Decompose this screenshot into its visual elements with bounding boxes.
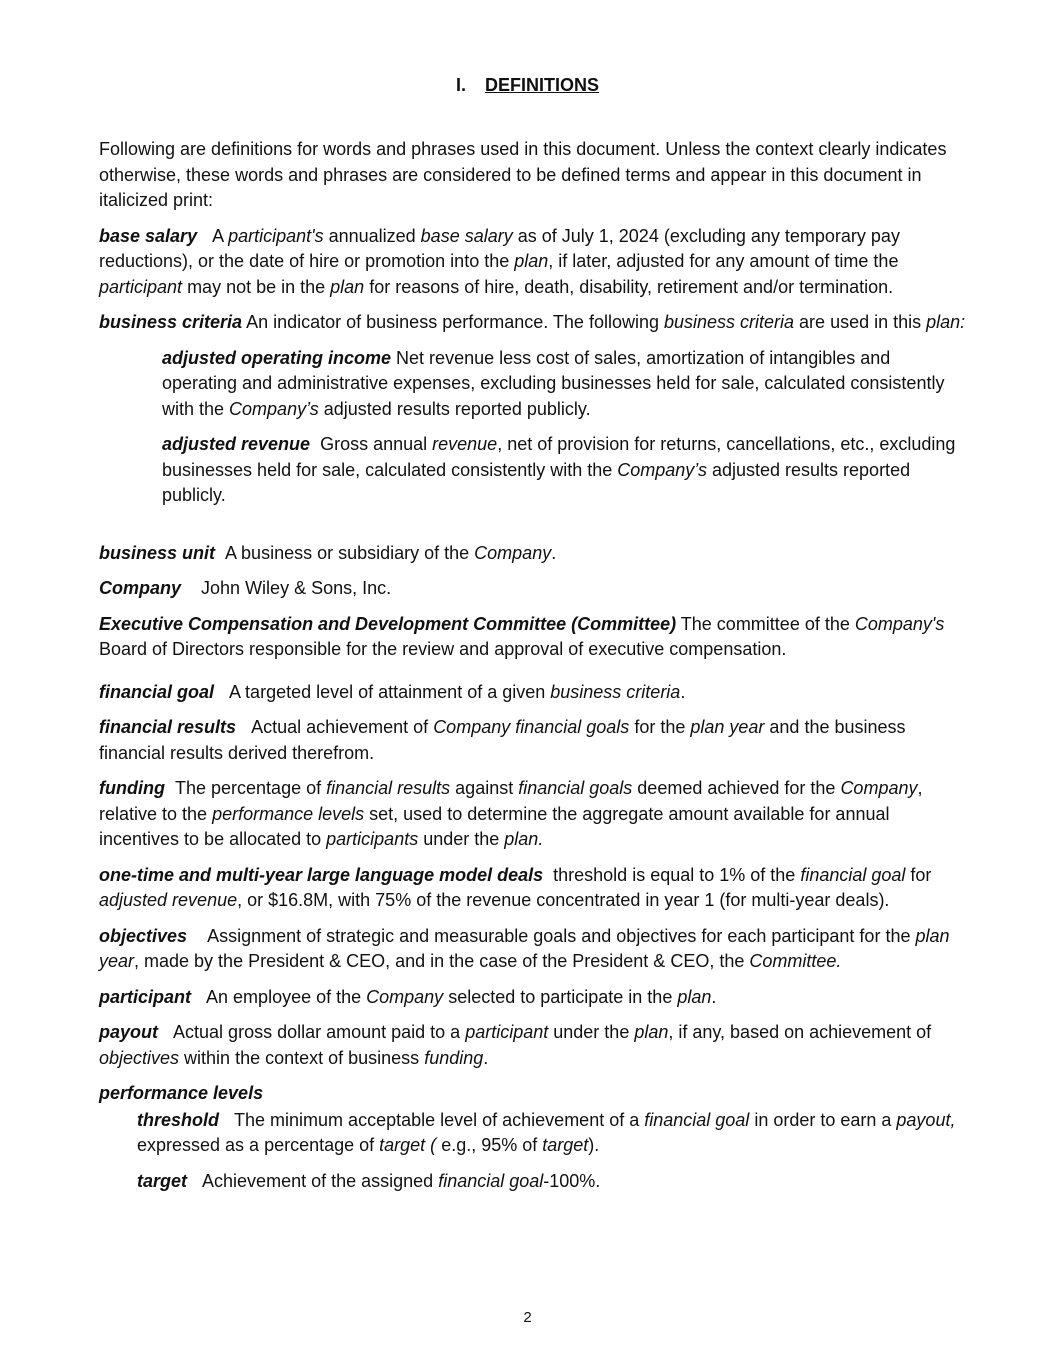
definition-threshold: threshold The minimum acceptable level of achievement of a financial goal in order to earn a payout, expressed as a percentage of target ( e.g., 95% of target).: [137, 1109, 956, 1155]
term: payout: [99, 1022, 159, 1042]
term: funding: [99, 778, 165, 798]
definition-payout: payout Actual gross dollar amount paid to a participant under the plan, if any, based on achievement of objectives within the context of business funding.: [99, 1022, 932, 1068]
term: financial goal: [99, 681, 215, 702]
section-heading: [0, 75, 1055, 96]
term: business unit: [99, 542, 216, 563]
section-title: DEFINITIONS: [485, 75, 600, 95]
term: adjusted revenue: [162, 434, 311, 454]
definition-participant: participant An employee of the Company selected to participate in the plan.: [99, 986, 717, 1007]
term: objectives: [99, 925, 188, 946]
spacer: [99, 673, 969, 680]
definition-committee: Executive Compensation and Development Committee (Committee) The committee of the Company's Board of Directors responsible for the review and approval of executive compensation.: [99, 613, 945, 659]
section-number: I.: [455, 75, 466, 95]
definition-financial-results: financial results Actual achievement of Company financial goals for the plan year and the business financial results derived therefrom.: [99, 717, 906, 763]
definition-objectives: objectives Assignment of strategic and measurable goals and objectives for each participant for the plan year, made by the President & CEO, and in the case of the President & CEO, the Committee.: [99, 925, 950, 971]
definition-business-unit: business unit A business or subsidiary of the Company.: [99, 542, 557, 563]
definition-company: Company John Wiley & Sons, Inc.: [99, 578, 392, 598]
spacer: [99, 519, 969, 541]
definition-financial-goal: financial goal A targeted level of attainment of a given business criteria.: [99, 681, 686, 702]
intro-paragraph: Following are definitions for words and phrases used in this document. Unless the context clearly indicates otherwise, these words and phrases are considered to be defined terms and appear in this document in italicized print:: [99, 139, 947, 210]
term: threshold: [137, 1109, 220, 1130]
definition-adjusted-operating-income: adjusted operating income Net revenue less cost of sales, amortization of intangibles and operating and administrative expenses, excluding businesses held for sale, calculated consistently with the Company’s adjusted results reported publicly.: [162, 347, 945, 419]
term: performance levels: [99, 1083, 264, 1103]
term: base salary: [99, 225, 198, 246]
definitions-body: [99, 137, 969, 1204]
definition-target: target Achievement of the assigned financial goal-100%.: [137, 1170, 601, 1191]
definition-business-criteria: business criteria An indicator of business performance. The following business criteria are used in this plan:: [99, 312, 966, 332]
term: business criteria: [99, 312, 243, 332]
term: one-time and multi-year large language model deals: [99, 864, 544, 885]
page-number: 2: [523, 1309, 532, 1326]
definition-llm-deals: one-time and multi-year large language model deals threshold is equal to 1% of the financial goal for adjusted revenue, or $16.8M, with 75% of the revenue concentrated in year 1 (for multi-year deals).: [99, 864, 932, 910]
term: financial results: [99, 717, 237, 737]
term: participant: [99, 986, 192, 1007]
definition-adjusted-revenue: adjusted revenue Gross annual revenue, net of provision for returns, cancellations, etc., excluding businesses held for sale, calculated consistently with the Company’s adjusted results reported publicly.: [162, 434, 956, 505]
term: Executive Compensation and Development Committee (Committee): [99, 613, 677, 634]
term: Company: [99, 578, 182, 598]
term: adjusted operating income: [162, 347, 392, 368]
definition-base-salary: base salary A participant's annualized base salary as of July 1, 2024 (excluding any temporary pay reductions), or the date of hire or promotion into the plan, if later, adjusted for any amount of time the participant may not be in the plan for reasons of hire, death, disability, retirement and/or termination.: [99, 225, 900, 297]
term: target: [137, 1170, 188, 1191]
definition-funding: funding The percentage of financial results against financial goals deemed achieved for the Company, relative to the performance levels set, used to determine the aggregate amount available for annual incentives to be allocated to participants under the plan.: [99, 778, 923, 849]
definition-performance-levels: [99, 1081, 969, 1107]
